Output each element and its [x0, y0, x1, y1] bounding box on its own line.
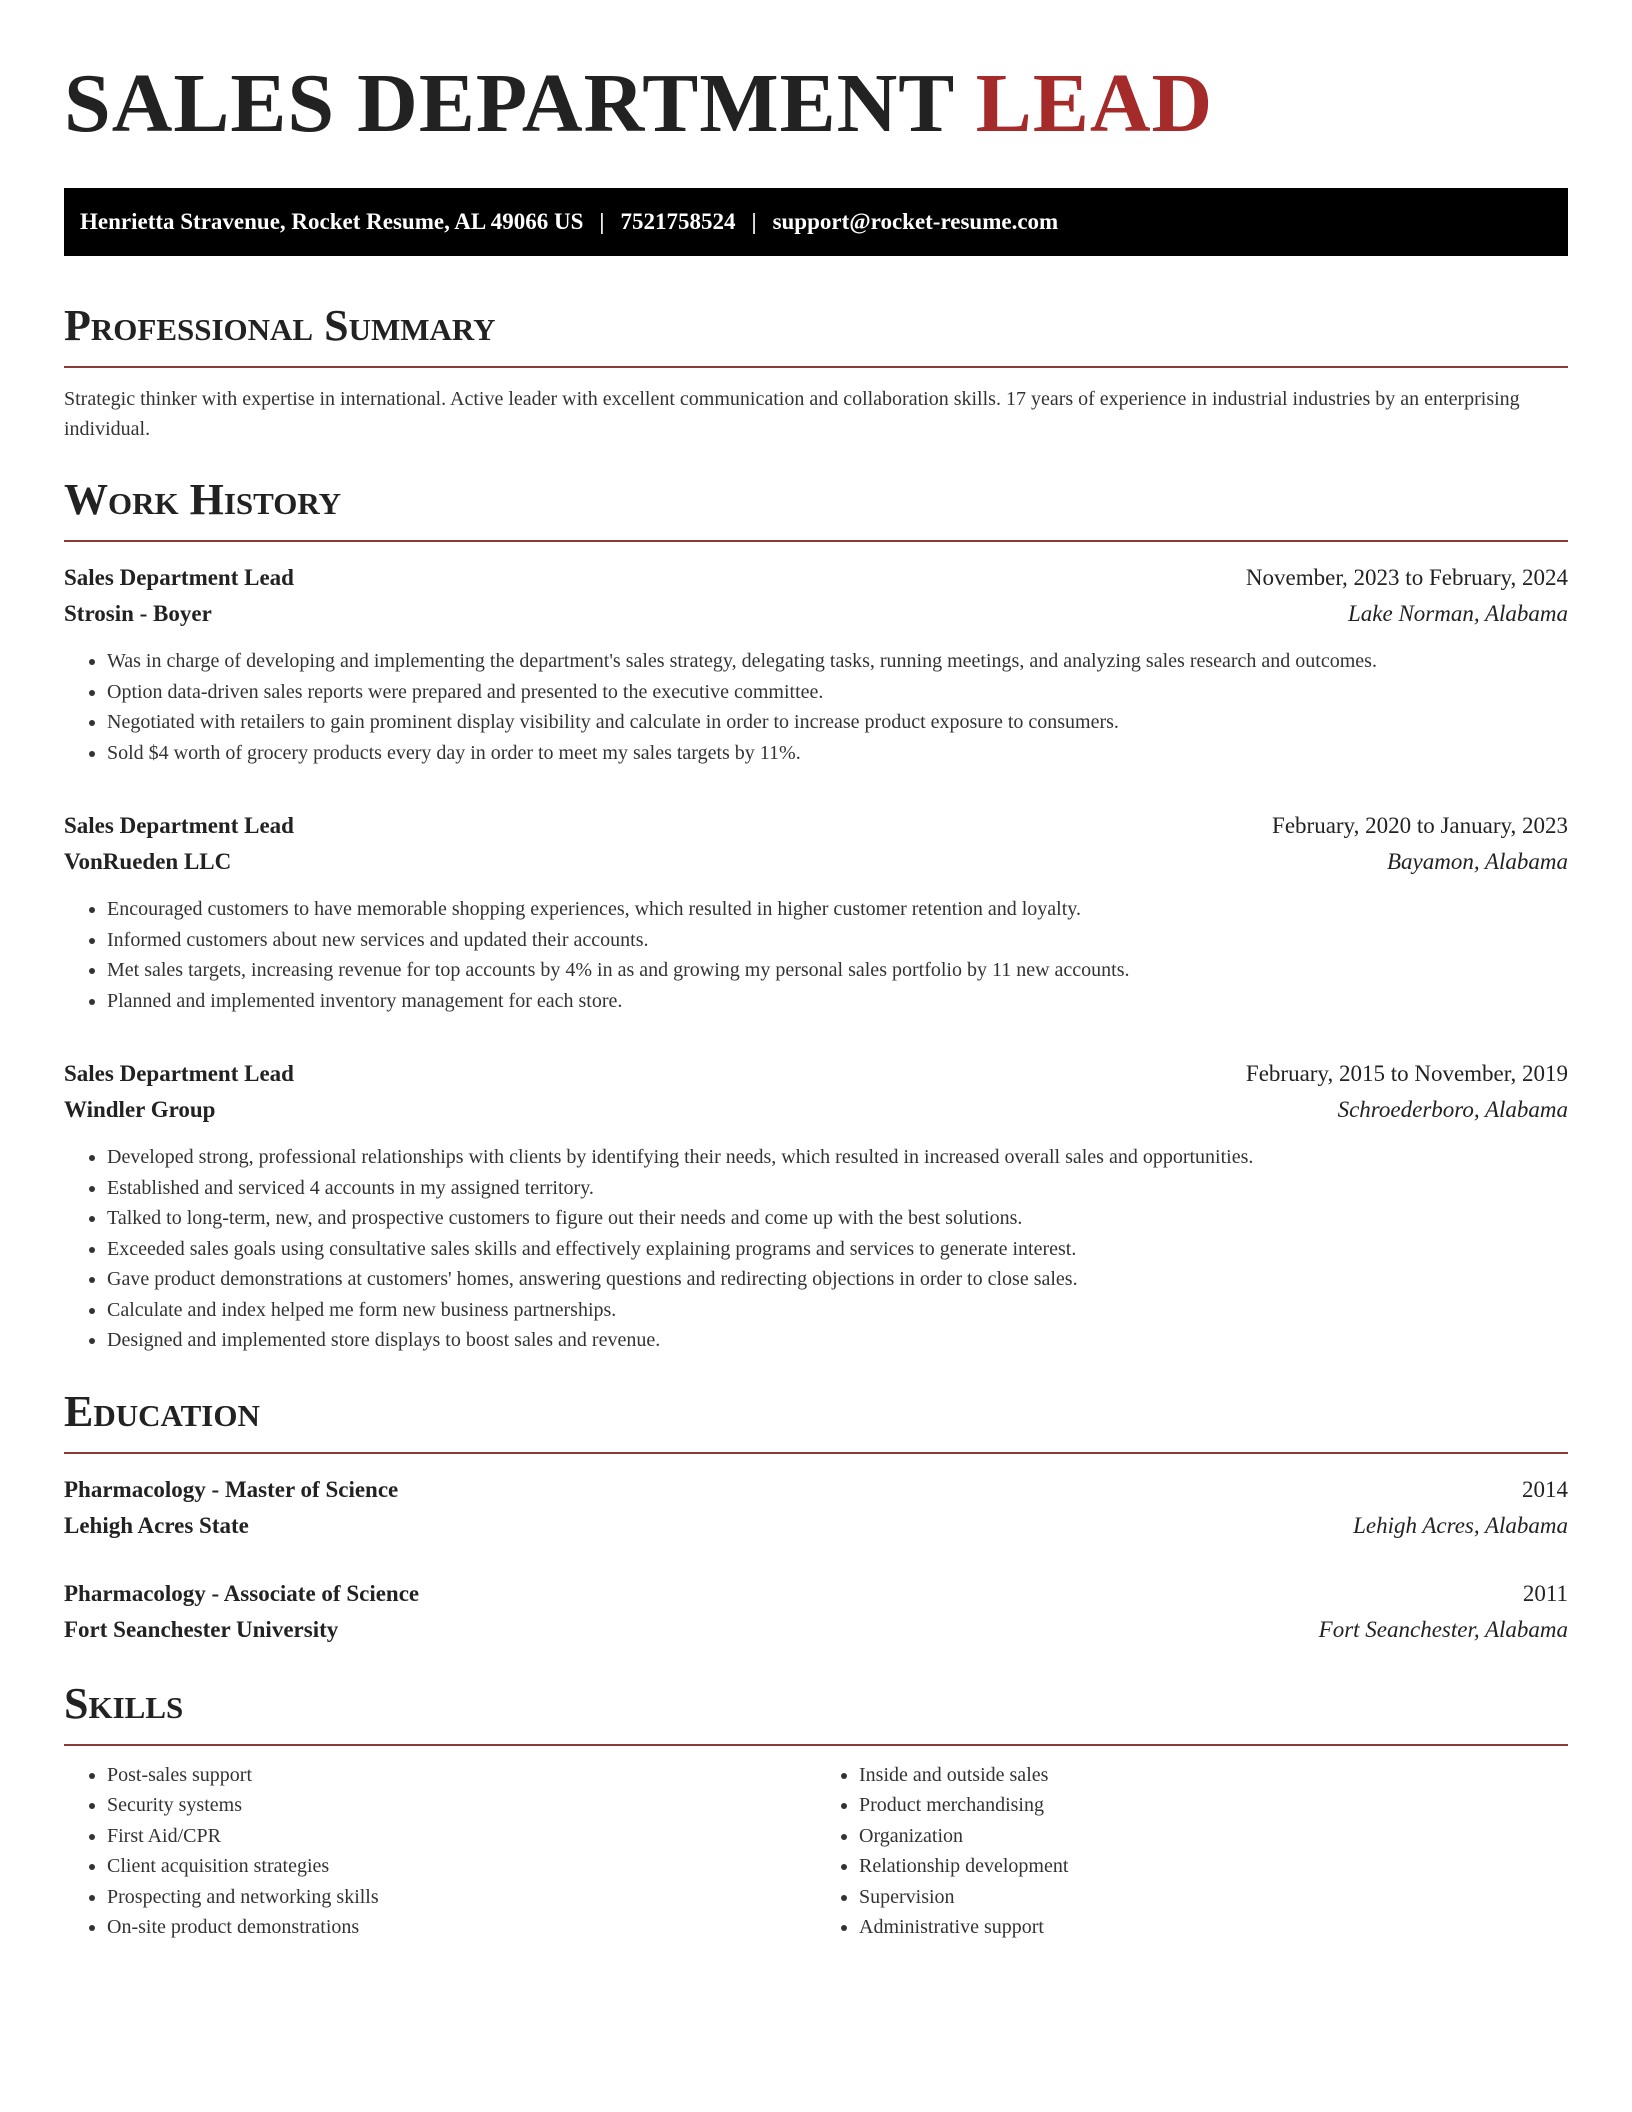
- name-accent: LEAD: [975, 57, 1214, 150]
- contact-email: support@rocket-resume.com: [772, 209, 1059, 234]
- job-title: Sales Department Lead: [64, 813, 294, 838]
- job-dates: November, 2023 to February, 2024: [1245, 565, 1568, 590]
- job-bullet: • Option data-driven sales reports were prepared and presented to the executive committee.: [107, 677, 1568, 708]
- skills-grid: [64, 1760, 1568, 1943]
- skill-item: • Organization: [859, 1821, 1568, 1852]
- education-year: 2011: [1522, 1580, 1568, 1606]
- job-title: Sales Department Lead: [64, 1061, 294, 1086]
- resume-name: [64, 56, 1568, 152]
- education-entry: [64, 1576, 1568, 1648]
- job-bullet: • Informed customers about new services and updated their accounts.: [107, 925, 1568, 956]
- education-school: Lehigh Acres State: [64, 1512, 249, 1538]
- job-bullet: • Calculate and index helped me form new business partnerships.: [107, 1295, 1568, 1326]
- job-bullet: • Talked to long-term, new, and prospective customers to figure out their needs and come up with the best solutions.: [107, 1203, 1568, 1234]
- job-entry: [64, 1056, 1568, 1356]
- job-company: Windler Group: [64, 1097, 216, 1122]
- job-dates: February, 2015 to November, 2019: [1245, 1061, 1568, 1086]
- work-history-heading: Work History: [64, 475, 342, 524]
- skill-item: • On-site product demonstrations: [107, 1912, 816, 1943]
- job-bullet: • Gave product demonstrations at customers' homes, answering questions and redirecting objections in order to close sales.: [107, 1264, 1568, 1295]
- education-location: Lehigh Acres, Alabama: [1353, 1512, 1568, 1538]
- job-company: VonRueden LLC: [64, 849, 232, 874]
- job-bullet: • Developed strong, professional relationships with clients by identifying their needs, which resulted in increased overall sales and opportunities.: [107, 1142, 1568, 1173]
- job-location: Schroederboro, Alabama: [1337, 1097, 1568, 1122]
- education-school: Fort Seanchester University: [64, 1616, 339, 1642]
- job-company: Strosin - Boyer: [64, 601, 212, 626]
- job-bullet: • Was in charge of developing and implementing the department's sales strategy, delegating tasks, running meetings, and analyzing sales research and outcomes.: [107, 646, 1568, 677]
- job-entry: [64, 808, 1568, 1016]
- summary-heading: Professional Summary: [64, 301, 496, 350]
- skill-item: • Relationship development: [859, 1851, 1568, 1882]
- skill-item: • Post-sales support: [107, 1760, 816, 1791]
- education-location: Fort Seanchester, Alabama: [1318, 1616, 1568, 1642]
- work-history-section: [64, 474, 1568, 1356]
- education-entry: [64, 1472, 1568, 1544]
- skill-item: • Prospecting and networking skills: [107, 1882, 816, 1913]
- section-divider: [64, 1744, 1568, 1746]
- education-heading: Education: [64, 1386, 260, 1436]
- summary-text: Strategic thinker with expertise in international. Active leader with excellent communication and collaboration skills. 17 years of experience in industrial industries by an enterprising individual.: [64, 388, 1520, 440]
- education-year: 2014: [1522, 1476, 1568, 1502]
- contact-separator: |: [599, 209, 605, 234]
- section-divider: [64, 366, 1568, 368]
- skill-item: • Inside and outside sales: [859, 1760, 1568, 1791]
- contact-separator: |: [751, 209, 757, 234]
- skill-item: • Administrative support: [859, 1912, 1568, 1943]
- skills-heading: Skills: [64, 1678, 184, 1728]
- job-location: Lake Norman, Alabama: [1348, 601, 1568, 626]
- skill-item: • Client acquisition strategies: [107, 1851, 816, 1882]
- education-section: [64, 1386, 1568, 1648]
- section-divider: [64, 540, 1568, 542]
- job-bullet: • Designed and implemented store displays to boost sales and revenue.: [107, 1325, 1568, 1356]
- job-bullet: • Planned and implemented inventory management for each store.: [107, 986, 1568, 1017]
- skills-section: [64, 1678, 1568, 1943]
- job-bullet: • Negotiated with retailers to gain prominent display visibility and calculate in order to increase product exposure to consumers.: [107, 707, 1568, 738]
- name-main: SALES DEPARTMENT: [64, 57, 954, 150]
- summary-section: [64, 300, 1568, 444]
- education-degree: Pharmacology - Associate of Science: [64, 1580, 420, 1606]
- contact-bar: [64, 188, 1568, 256]
- skill-item: • First Aid/CPR: [107, 1821, 816, 1852]
- skill-item: • Supervision: [859, 1882, 1568, 1913]
- job-location: Bayamon, Alabama: [1386, 849, 1568, 874]
- job-bullets: [64, 1142, 1568, 1356]
- contact-address: Henrietta Stravenue, Rocket Resume, AL 49066 US: [80, 209, 584, 234]
- skills-list: [816, 1760, 1568, 1943]
- job-bullet: • Exceeded sales goals using consultative sales skills and effectively explaining programs and services to generate interest.: [107, 1234, 1568, 1265]
- job-entry: [64, 560, 1568, 768]
- job-bullets: [64, 646, 1568, 768]
- education-degree: Pharmacology - Master of Science: [64, 1476, 399, 1502]
- skills-list: [64, 1760, 816, 1943]
- job-bullet: • Encouraged customers to have memorable shopping experiences, which resulted in higher customer retention and loyalty.: [107, 894, 1568, 925]
- job-bullet: • Established and serviced 4 accounts in my assigned territory.: [107, 1173, 1568, 1204]
- job-title: Sales Department Lead: [64, 565, 294, 590]
- skill-item: • Product merchandising: [859, 1790, 1568, 1821]
- job-bullet: • Sold $4 worth of grocery products every day in order to meet my sales targets by 11%.: [107, 738, 1568, 769]
- skills-column-left: [64, 1760, 816, 1943]
- job-bullet: • Met sales targets, increasing revenue for top accounts by 4% in as and growing my personal sales portfolio by 11 new accounts.: [107, 955, 1568, 986]
- skills-column-right: [816, 1760, 1568, 1943]
- section-divider: [64, 1452, 1568, 1454]
- skill-item: • Security systems: [107, 1790, 816, 1821]
- job-dates: February, 2020 to January, 2023: [1272, 813, 1568, 838]
- contact-phone: 7521758524: [620, 209, 736, 234]
- job-bullets: [64, 894, 1568, 1016]
